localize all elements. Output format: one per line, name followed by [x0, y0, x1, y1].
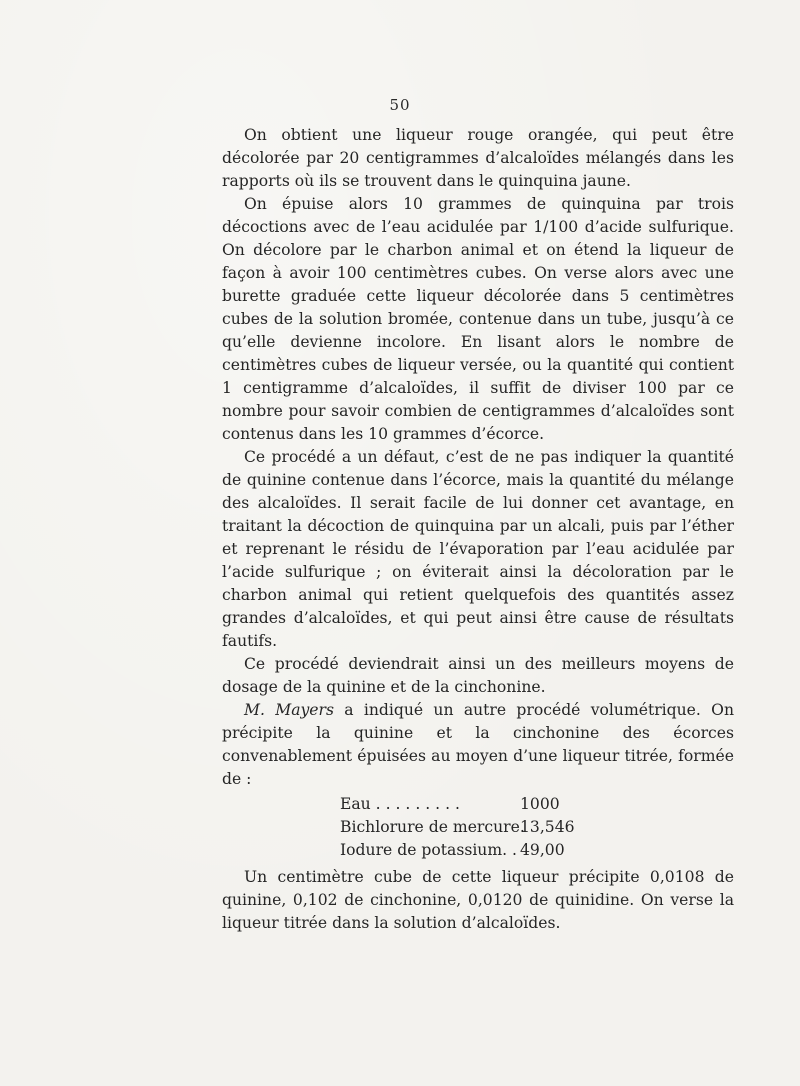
paragraph-5-text: a indiqué un autre procédé volumétrique. On précipite la quinine et la cinchonine des écorces convenablement épuisées au moyen d’une liqueur titrée, formée de : [222, 701, 734, 788]
formula-row [222, 816, 734, 839]
formula-row [222, 839, 734, 862]
reagent-formula [222, 793, 734, 862]
formula-ingredient: Iodure de potassium. . [340, 841, 518, 859]
paragraph-2: On épuise alors 10 grammes de quinquina par trois décoctions avec de l’eau acidulée par 1/100 d’acide sulfurique. On décolore par le charbon animal et on étend la liqueur de façon à avoir 100 centimètres cubes. On verse alors avec une burette graduée cette liqueur décolorée dans 5 centimètres cubes de la solution bromée, contenue dans un tube, jusqu’à ce qu’elle devienne incolore. En lisant alors le nombre de centimètres cubes de liqueur versée, ou la quantité qui contient 1 centigramme d’alcaloïdes, il suffit de diviser 100 par ce nombre pour savoir combien de centigrammes d’alcaloïdes sont contenus dans les 10 grammes d’écorce. [222, 195, 734, 443]
formula-ingredient: Bichlorure de mercure. [340, 818, 525, 836]
paragraph-3: Ce procédé a un défaut, c’est de ne pas indiquer la quantité de quinine contenue dans l’écorce, mais la quantité du mélange des alcaloïdes. Il serait facile de lui donner cet avantage, en traitant la décoction de quinquina par un alcali, puis par l’éther et reprenant le résidu de l’évaporation par l’eau acidulée par l’acide sulfurique ; on éviterait ainsi la décoloration par le charbon animal qui retient quelquefois des quantités assez grandes d’alcaloïdes, et qui peut ainsi être cause de résultats fautifs. [222, 448, 734, 650]
author-name: M. Mayers [244, 701, 334, 719]
formula-row [222, 793, 734, 816]
formula-quantity: 49,00 [520, 841, 565, 859]
formula-quantity: 1000 [520, 795, 560, 813]
paragraph-6: Un centimètre cube de cette liqueur précipite 0,0108 de quinine, 0,102 de cinchonine, 0,0120 de quinidine. On verse la liqueur titrée dans la solution d’alcaloïdes. [222, 868, 734, 932]
paragraph-1: On obtient une liqueur rouge orangée, qui peut être décolorée par 20 centigrammes d’alcaloïdes mélangés dans les rapports où ils se trouvent dans le quinquina jaune. [222, 126, 734, 190]
formula-ingredient: Eau . . . . . . . . . [340, 795, 460, 813]
body-text [222, 124, 734, 935]
paragraph-4: Ce procédé deviendrait ainsi un des meilleurs moyens de dosage de la quinine et de la cinchonine. [222, 655, 734, 696]
formula-quantity: 13,546 [520, 818, 575, 836]
page-number: 50 [389, 96, 411, 114]
paragraph-5 [222, 699, 734, 791]
